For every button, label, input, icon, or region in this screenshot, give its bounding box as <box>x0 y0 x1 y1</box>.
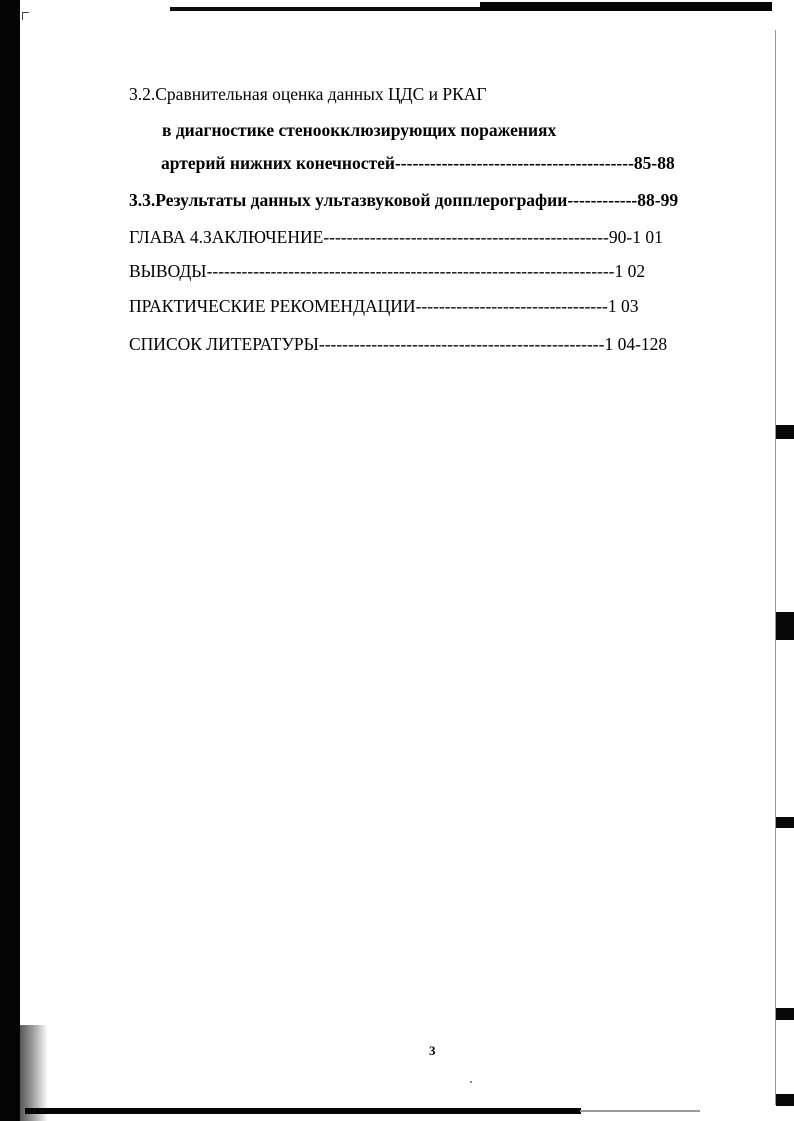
scan-mark-right <box>776 1008 794 1020</box>
toc-entry-title: 3.3.Результаты данных ультазвуковой допплерографии <box>129 190 568 210</box>
scan-edge-right <box>775 30 776 1105</box>
toc-leader: --------------------------------- <box>415 296 608 316</box>
toc-entry-recommendations <box>129 296 639 316</box>
toc-page-range: 1 04-128 <box>604 334 668 354</box>
scan-edge-bottom <box>25 1108 581 1114</box>
toc-leader: ------------------------------------------------- <box>323 227 609 247</box>
toc-page-range: 1 02 <box>614 261 646 281</box>
toc-page-range: 88-99 <box>637 190 679 210</box>
toc-page-range: 90-1 01 <box>608 227 663 247</box>
toc-entry-references <box>129 334 667 354</box>
toc-leader: ---------------------------------------------------------------------- <box>206 261 615 281</box>
scan-mark-right <box>776 817 794 828</box>
toc-entry-conclusions <box>129 261 645 281</box>
scan-edge-bottom-faint <box>580 1110 700 1112</box>
toc-entry-3-3 <box>129 190 678 210</box>
toc-entry-title: СПИСОК ЛИТЕРАТУРЫ <box>129 334 319 354</box>
toc-page-range: 1 03 <box>607 296 639 316</box>
toc-entry-title: артерий нижних конечностей <box>161 153 395 173</box>
toc-page-range: 85-88 <box>633 153 675 173</box>
toc-entry-3-2-line-3 <box>161 153 675 173</box>
toc-entry-chapter-4 <box>129 227 663 247</box>
scan-edge-left <box>0 0 20 1121</box>
toc-leader: ----------------------------------------- <box>394 153 634 173</box>
scan-noise-bottom-left <box>20 1025 48 1121</box>
toc-entry-title: ПРАКТИЧЕСКИЕ РЕКОМЕНДАЦИИ <box>129 296 416 316</box>
toc-entry-title: ГЛАВА 4.ЗАКЛЮЧЕНИЕ <box>129 227 324 247</box>
toc-entry-3-2-line-1 <box>129 84 487 104</box>
scan-mark-right <box>776 1094 794 1106</box>
toc-entry-title: в диагностике стеноокклюзирующих поражениях <box>162 120 557 140</box>
toc-entry-title: ВЫВОДЫ <box>129 261 207 281</box>
toc-leader: ------------------------------------------------- <box>318 334 605 354</box>
toc-entry-3-2-line-2 <box>162 120 556 140</box>
scan-dust-speck <box>470 1081 472 1083</box>
page-number: 3 <box>429 1043 436 1058</box>
scan-mark-right <box>776 612 794 640</box>
toc-leader: ------------ <box>567 190 638 210</box>
scan-mark-right <box>776 425 794 439</box>
scan-edge-top <box>170 7 500 11</box>
scan-mark-top-left <box>22 12 29 20</box>
toc-entry-title: 3.2.Сравнительная оценка данных ЦДС и РКАГ <box>129 84 487 104</box>
scan-edge-top-thick <box>480 2 772 11</box>
